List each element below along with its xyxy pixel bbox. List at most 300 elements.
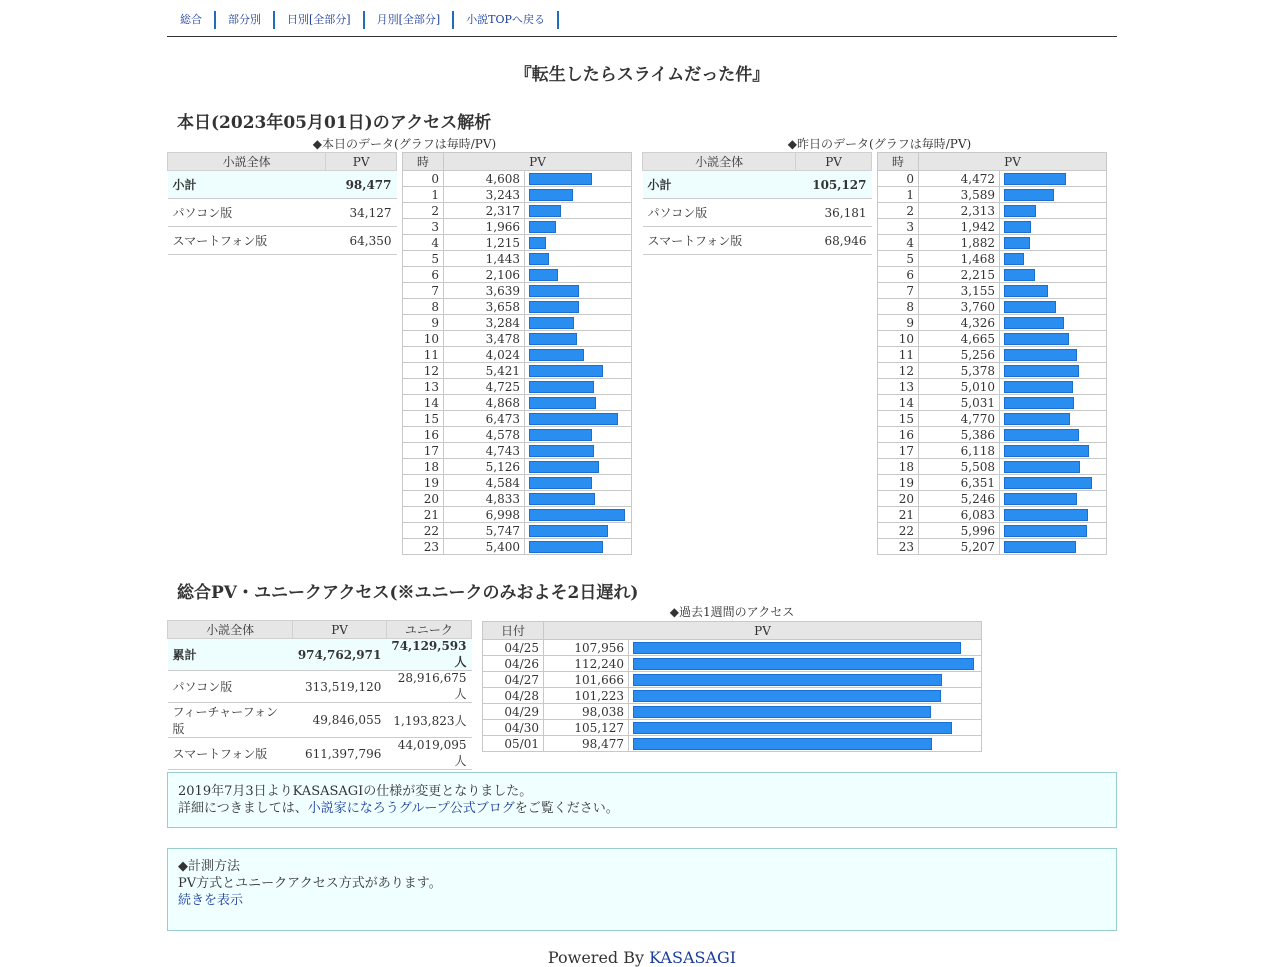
hour-bar-cell (1000, 267, 1107, 283)
weekly-bar-cell (629, 688, 982, 704)
pv-value: 49,846,055 (293, 703, 387, 738)
nav-link[interactable]: 部分別 (228, 13, 261, 26)
weekly-bar (633, 658, 974, 670)
total-row (168, 639, 472, 671)
hour-pv: 6,998 (444, 507, 525, 523)
hour-bar (1004, 397, 1074, 409)
pv-value: 36,181 (796, 199, 872, 227)
hour-bar-cell (525, 443, 632, 459)
hour-label: 7 (878, 283, 919, 299)
hour-bar-cell (1000, 331, 1107, 347)
total-row (168, 738, 472, 770)
hour-pv: 4,725 (444, 379, 525, 395)
hour-label: 5 (878, 251, 919, 267)
hour-label: 1 (403, 187, 444, 203)
hour-bar-cell (1000, 171, 1107, 187)
hour-label: 2 (878, 203, 919, 219)
hour-row (878, 379, 1107, 395)
hour-bar-cell (525, 251, 632, 267)
hour-label: 4 (403, 235, 444, 251)
hour-bar-cell (1000, 475, 1107, 491)
hour-label: 2 (403, 203, 444, 219)
date-label: 05/01 (483, 736, 544, 752)
hour-pv: 4,743 (444, 443, 525, 459)
weekly-row (483, 688, 982, 704)
nav-link[interactable]: 月別[全部分] (376, 13, 441, 26)
weekly-bar (633, 690, 941, 702)
row-label: パソコン版 (168, 671, 293, 703)
hour-bar (529, 301, 579, 313)
method-box (167, 848, 1117, 931)
yesterday-caption: ◆昨日のデータ(グラフは毎時/PV) (787, 137, 972, 151)
column-header: 小説全体 (168, 153, 326, 171)
hour-label: 18 (878, 459, 919, 475)
total-table (167, 620, 472, 770)
hour-bar-cell (525, 395, 632, 411)
hour-row (878, 203, 1107, 219)
hour-bar-cell (525, 475, 632, 491)
hour-label: 6 (878, 267, 919, 283)
hour-bar-cell (525, 171, 632, 187)
pv-value: 98,477 (326, 171, 397, 199)
hour-bar-cell (525, 299, 632, 315)
hour-bar (1004, 525, 1087, 537)
show-more-link[interactable]: 続きを表示 (178, 893, 244, 908)
hour-pv: 1,882 (919, 235, 1000, 251)
weekly-pv: 101,666 (544, 672, 629, 688)
weekly-pv: 107,956 (544, 640, 629, 656)
hour-bar (1004, 221, 1031, 233)
hour-bar-cell (1000, 491, 1107, 507)
method-text: PV方式とユニークアクセス方式があります。 (178, 876, 442, 891)
hour-label: 11 (403, 347, 444, 363)
hour-pv: 1,443 (444, 251, 525, 267)
column-header: ユニーク (386, 621, 471, 639)
hour-label: 13 (403, 379, 444, 395)
hour-label: 15 (403, 411, 444, 427)
weekly-pv: 112,240 (544, 656, 629, 672)
hour-pv: 3,639 (444, 283, 525, 299)
hour-bar (1004, 413, 1070, 425)
total-row (168, 671, 472, 703)
hour-row (878, 507, 1107, 523)
hour-pv: 5,386 (919, 427, 1000, 443)
hour-row (403, 251, 632, 267)
hour-bar-cell (525, 315, 632, 331)
hour-row (878, 283, 1107, 299)
hour-pv: 5,010 (919, 379, 1000, 395)
pv-value: 974,762,971 (293, 639, 387, 671)
hour-pv: 1,468 (919, 251, 1000, 267)
hour-label: 19 (878, 475, 919, 491)
hour-bar (1004, 301, 1056, 313)
unique-value: 74,129,593人 (386, 639, 471, 671)
weekly-bar (633, 642, 961, 654)
summary-row (643, 171, 872, 199)
hour-bar-cell (1000, 187, 1107, 203)
hour-bar-cell (1000, 379, 1107, 395)
hour-bar (529, 461, 599, 473)
hour-row (878, 251, 1107, 267)
summary-row (168, 227, 397, 255)
summary-row (168, 171, 397, 199)
hour-label: 21 (403, 507, 444, 523)
nav-item (167, 11, 216, 29)
hour-pv: 4,608 (444, 171, 525, 187)
official-blog-link[interactable]: 小説家になろうグループ公式ブログ (307, 801, 515, 816)
hour-row (878, 299, 1107, 315)
hour-bar-cell (525, 331, 632, 347)
hour-row (878, 267, 1107, 283)
hour-row (403, 347, 632, 363)
nav-list (167, 11, 559, 29)
hour-bar-cell (1000, 219, 1107, 235)
hour-bar (529, 269, 558, 281)
hour-pv: 4,472 (919, 171, 1000, 187)
hour-pv: 5,996 (919, 523, 1000, 539)
hour-label: 23 (403, 539, 444, 555)
hour-label: 5 (403, 251, 444, 267)
unique-value: 44,019,095人 (386, 738, 471, 770)
date-label: 04/28 (483, 688, 544, 704)
kasasagi-link[interactable]: KASASAGI (649, 948, 737, 967)
row-label: スマートフォン版 (643, 227, 796, 255)
hour-bar (529, 477, 592, 489)
hour-bar (1004, 189, 1054, 201)
column-header: PV (919, 153, 1107, 171)
hour-row (878, 523, 1107, 539)
hour-bar-cell (525, 203, 632, 219)
hour-pv: 5,207 (919, 539, 1000, 555)
hour-label: 20 (403, 491, 444, 507)
hour-pv: 6,473 (444, 411, 525, 427)
hour-pv: 3,658 (444, 299, 525, 315)
row-label: 小計 (643, 171, 796, 199)
hour-pv: 6,351 (919, 475, 1000, 491)
nav-link[interactable]: 小説TOPへ戻る (466, 13, 545, 26)
row-label: スマートフォン版 (168, 227, 326, 255)
hour-bar-cell (525, 507, 632, 523)
hour-pv: 1,942 (919, 219, 1000, 235)
hour-bar (1004, 173, 1066, 185)
hour-label: 16 (878, 427, 919, 443)
hour-row (403, 523, 632, 539)
column-header: 日付 (483, 622, 544, 640)
hour-row (403, 283, 632, 299)
hour-pv: 4,024 (444, 347, 525, 363)
hour-pv: 4,868 (444, 395, 525, 411)
hour-bar-cell (525, 187, 632, 203)
pv-value: 64,350 (326, 227, 397, 255)
today-heading: 本日(2023年05月01日)のアクセス解析 (177, 113, 492, 133)
hour-pv: 4,584 (444, 475, 525, 491)
hour-pv: 5,246 (919, 491, 1000, 507)
hour-row (878, 331, 1107, 347)
hour-bar (529, 429, 592, 441)
hour-bar (1004, 461, 1080, 473)
hour-bar (529, 253, 549, 265)
hour-pv: 5,256 (919, 347, 1000, 363)
hour-label: 16 (403, 427, 444, 443)
footer-prefix: Powered By (547, 948, 650, 967)
hour-label: 23 (878, 539, 919, 555)
today-summary-table (167, 152, 397, 255)
hour-bar (529, 397, 596, 409)
hour-row (878, 395, 1107, 411)
hour-bar-cell (1000, 347, 1107, 363)
weekly-row (483, 720, 982, 736)
nav-item (216, 11, 275, 29)
hour-bar-cell (1000, 507, 1107, 523)
hour-bar (1004, 333, 1069, 345)
hour-bar (1004, 253, 1024, 265)
hour-bar (1004, 493, 1077, 505)
hour-bar-cell (525, 379, 632, 395)
weekly-table (482, 621, 982, 752)
hour-label: 9 (878, 315, 919, 331)
weekly-row (483, 672, 982, 688)
hour-bar-cell (1000, 363, 1107, 379)
hour-row (878, 443, 1107, 459)
hour-row (403, 395, 632, 411)
yesterday-summary-table (642, 152, 872, 255)
hour-row (878, 411, 1107, 427)
hour-row (403, 299, 632, 315)
notice-line2-pre: 詳細につきましては、 (178, 801, 308, 816)
hour-label: 8 (878, 299, 919, 315)
hour-label: 8 (403, 299, 444, 315)
column-header: PV (326, 153, 397, 171)
hour-pv: 4,665 (919, 331, 1000, 347)
hour-pv: 2,317 (444, 203, 525, 219)
header-row (403, 153, 632, 171)
hour-label: 0 (403, 171, 444, 187)
today-hourly-table (402, 152, 632, 555)
nav-link[interactable]: 総合 (180, 13, 202, 26)
hour-row (878, 475, 1107, 491)
weekly-pv: 98,477 (544, 736, 629, 752)
hour-bar-cell (525, 347, 632, 363)
hour-label: 20 (878, 491, 919, 507)
column-header: PV (444, 153, 632, 171)
hour-bar-cell (525, 491, 632, 507)
hour-row (403, 507, 632, 523)
hour-pv: 4,578 (444, 427, 525, 443)
column-header: 時 (403, 153, 444, 171)
summary-row (643, 199, 872, 227)
hour-pv: 1,966 (444, 219, 525, 235)
hour-label: 10 (878, 331, 919, 347)
hour-bar (529, 493, 595, 505)
column-header: 小説全体 (643, 153, 796, 171)
hour-bar-cell (525, 219, 632, 235)
pv-value: 68,946 (796, 227, 872, 255)
row-label: スマートフォン版 (168, 738, 293, 770)
hour-pv: 5,378 (919, 363, 1000, 379)
hour-pv: 2,313 (919, 203, 1000, 219)
weekly-row (483, 704, 982, 720)
hour-row (878, 347, 1107, 363)
nav-item (365, 11, 455, 29)
hour-row (403, 235, 632, 251)
hour-row (403, 219, 632, 235)
header-row (168, 153, 397, 171)
hour-bar (529, 413, 618, 425)
hour-pv: 5,747 (444, 523, 525, 539)
hour-bar-cell (1000, 283, 1107, 299)
date-label: 04/25 (483, 640, 544, 656)
row-label: パソコン版 (643, 199, 796, 227)
unique-value: 1,193,823人 (386, 703, 471, 738)
hour-row (403, 443, 632, 459)
hour-bar (529, 285, 579, 297)
date-label: 04/27 (483, 672, 544, 688)
hour-bar-cell (1000, 299, 1107, 315)
notice-line2 (178, 800, 1106, 817)
hour-row (403, 411, 632, 427)
hour-pv: 3,760 (919, 299, 1000, 315)
hour-bar (529, 365, 603, 377)
hour-label: 18 (403, 459, 444, 475)
hour-row (878, 539, 1107, 555)
hour-label: 7 (403, 283, 444, 299)
pv-value: 34,127 (326, 199, 397, 227)
hour-pv: 4,770 (919, 411, 1000, 427)
hour-label: 21 (878, 507, 919, 523)
hour-bar-cell (1000, 203, 1107, 219)
hour-label: 9 (403, 315, 444, 331)
hour-pv: 3,243 (444, 187, 525, 203)
hour-label: 22 (878, 523, 919, 539)
hour-bar (1004, 317, 1064, 329)
page (167, 0, 1117, 908)
weekly-row (483, 736, 982, 752)
hour-bar-cell (1000, 443, 1107, 459)
total-heading: 総合PV・ユニークアクセス(※ユニークのみおよそ2日遅れ) (177, 583, 639, 603)
hour-bar (529, 173, 592, 185)
hour-pv: 4,833 (444, 491, 525, 507)
hour-bar (529, 333, 577, 345)
header-row (483, 622, 982, 640)
hour-row (403, 539, 632, 555)
hour-bar (529, 317, 574, 329)
column-header: PV (796, 153, 872, 171)
hour-label: 17 (403, 443, 444, 459)
hour-row (878, 187, 1107, 203)
hour-row (403, 267, 632, 283)
column-header: 小説全体 (168, 621, 293, 639)
hour-bar (1004, 445, 1089, 457)
summary-row (168, 199, 397, 227)
hour-row (403, 203, 632, 219)
hour-pv: 1,215 (444, 235, 525, 251)
hour-bar (1004, 205, 1036, 217)
date-label: 04/30 (483, 720, 544, 736)
hour-row (878, 315, 1107, 331)
hour-label: 15 (878, 411, 919, 427)
weekly-bar (633, 706, 931, 718)
hour-label: 11 (878, 347, 919, 363)
hour-label: 3 (403, 219, 444, 235)
pv-value: 313,519,120 (293, 671, 387, 703)
hour-row (403, 459, 632, 475)
footer (0, 948, 1284, 967)
hour-bar (1004, 477, 1092, 489)
hour-pv: 6,118 (919, 443, 1000, 459)
hour-bar-cell (525, 283, 632, 299)
hour-pv: 5,421 (444, 363, 525, 379)
hour-bar (1004, 381, 1073, 393)
hour-row (403, 427, 632, 443)
unique-value: 28,916,675人 (386, 671, 471, 703)
hour-bar-cell (525, 411, 632, 427)
hour-bar-cell (525, 267, 632, 283)
hour-pv: 5,508 (919, 459, 1000, 475)
notice-line1: 2019年7月3日よりKASASAGIの仕様が変更となりました。 (178, 784, 533, 799)
hour-label: 0 (878, 171, 919, 187)
header-row (168, 621, 472, 639)
hour-pv: 2,215 (919, 267, 1000, 283)
hour-label: 22 (403, 523, 444, 539)
hour-pv: 5,031 (919, 395, 1000, 411)
hour-row (403, 315, 632, 331)
hour-bar (1004, 237, 1030, 249)
hour-row (403, 491, 632, 507)
weekly-bar-cell (629, 656, 982, 672)
hour-row (878, 459, 1107, 475)
hour-bar-cell (525, 523, 632, 539)
hour-pv: 3,478 (444, 331, 525, 347)
hour-bar (529, 205, 561, 217)
weekly-pv: 98,038 (544, 704, 629, 720)
hour-bar (529, 381, 594, 393)
weekly-caption: ◆過去1週間のアクセス (669, 605, 795, 619)
hour-label: 17 (878, 443, 919, 459)
hour-pv: 2,106 (444, 267, 525, 283)
hour-bar-cell (1000, 251, 1107, 267)
total-row (168, 703, 472, 738)
row-label: パソコン版 (168, 199, 326, 227)
hour-label: 4 (878, 235, 919, 251)
hour-label: 6 (403, 267, 444, 283)
hour-label: 1 (878, 187, 919, 203)
weekly-bar-cell (629, 640, 982, 656)
weekly-pv: 105,127 (544, 720, 629, 736)
hour-bar-cell (1000, 427, 1107, 443)
column-header: PV (544, 622, 982, 640)
hour-row (403, 171, 632, 187)
row-label: フィーチャーフォン版 (168, 703, 293, 738)
hour-bar (529, 221, 556, 233)
hour-bar (1004, 349, 1077, 361)
hour-bar (1004, 285, 1048, 297)
nav-item (275, 11, 365, 29)
weekly-row (483, 656, 982, 672)
weekly-bar-cell (629, 672, 982, 688)
hour-bar (1004, 429, 1079, 441)
hour-row (403, 475, 632, 491)
hour-row (403, 331, 632, 347)
hour-bar-cell (1000, 411, 1107, 427)
method-title: ◆計測方法 (178, 859, 240, 874)
pv-value: 105,127 (796, 171, 872, 199)
weekly-pv: 101,223 (544, 688, 629, 704)
hour-label: 3 (878, 219, 919, 235)
hour-pv: 5,400 (444, 539, 525, 555)
weekly-bar-cell (629, 720, 982, 736)
nav-link[interactable]: 日別[全部分] (287, 13, 351, 26)
hour-bar (1004, 541, 1076, 553)
